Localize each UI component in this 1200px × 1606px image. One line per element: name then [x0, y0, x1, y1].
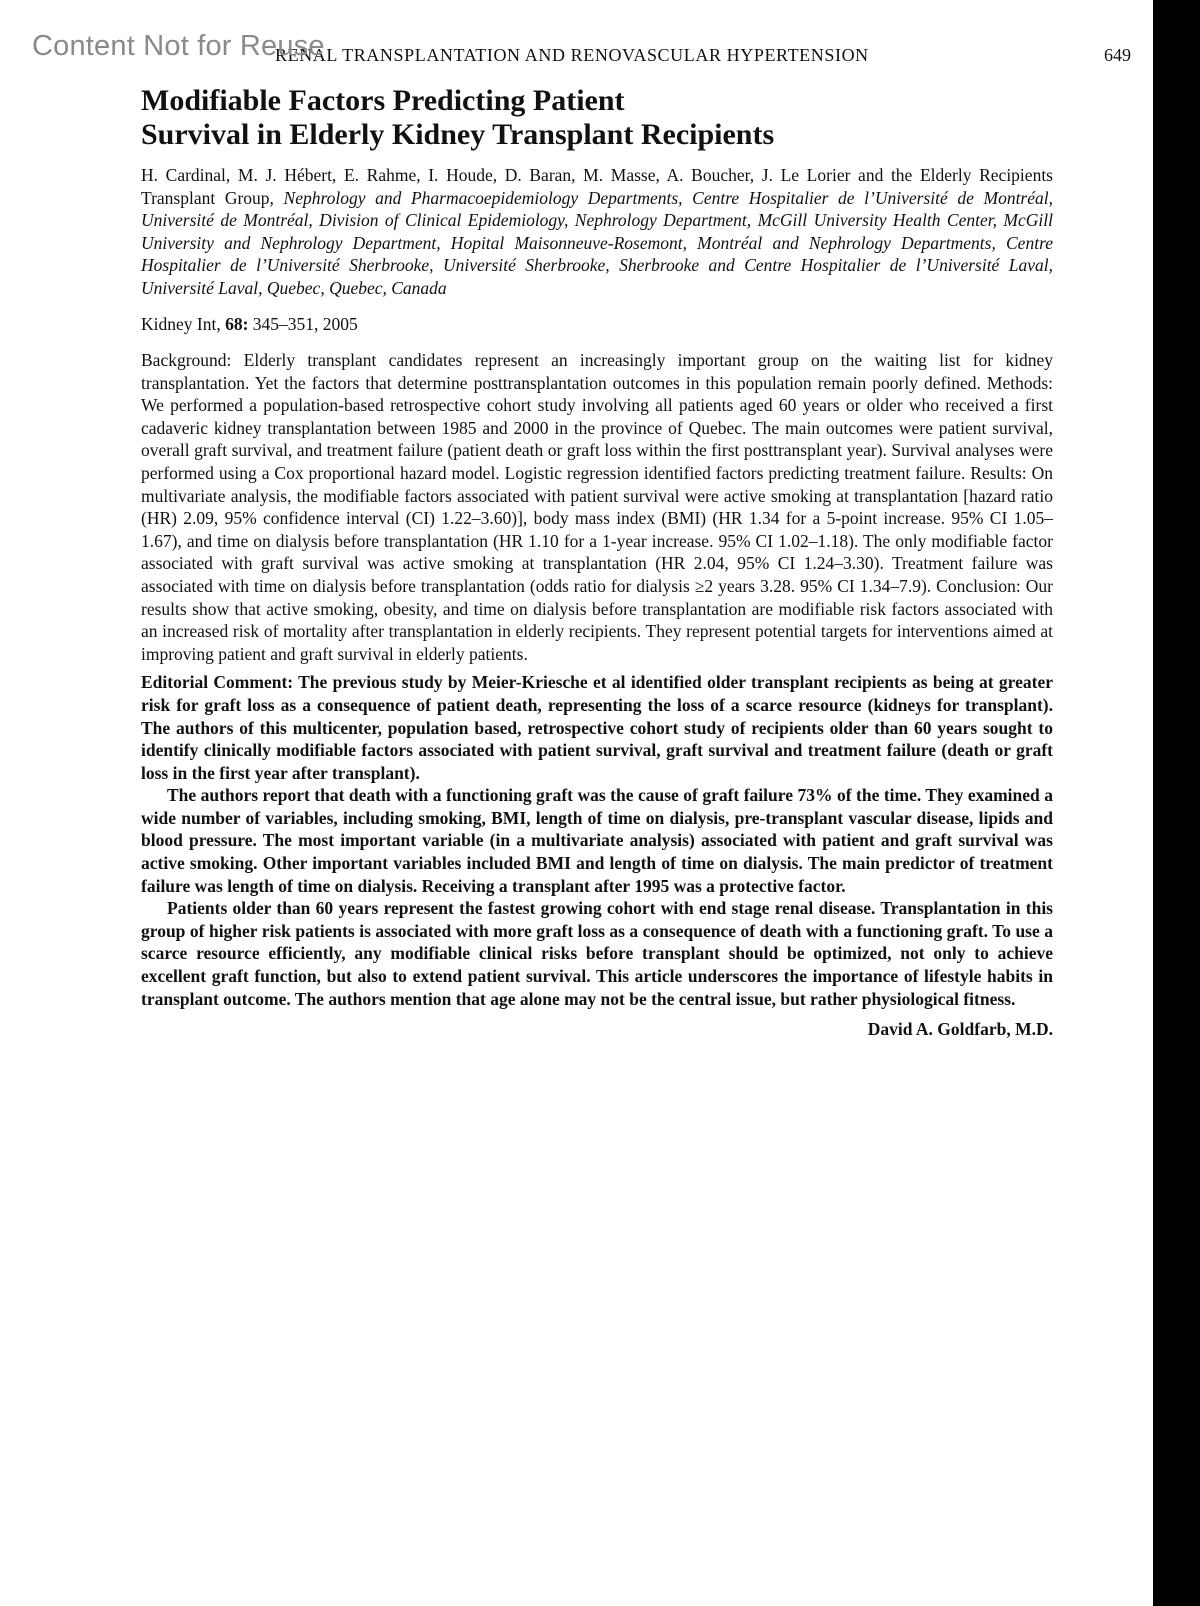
article-title-line-2: Survival in Elderly Kidney Transplant Recipients	[141, 118, 775, 151]
viewer-edge-bar	[1153, 0, 1200, 1606]
article-body	[141, 84, 1053, 1040]
editorial-paragraph-1: Editorial Comment: The previous study by Meier-Kriesche et al identified older transplant recipients as being at greater risk for graft loss as a consequence of patient death, representing the loss of a scarce resource (kidneys for transplant). The authors of this multicenter, population based, retrospective cohort study of recipients older than 60 years sought to identify clinically modifiable factors associated with patient survival, graft survival and treatment failure (death or graft loss in the first year after transplant).	[141, 672, 1053, 783]
article-title	[141, 84, 1053, 152]
editorial-paragraph-2: The authors report that death with a functioning graft was the cause of graft failure 73% of the time. They examined a wide number of variables, including smoking, BMI, length of time on dialysis, pre-transplant vascular disease, lipids and blood pressure. The most important variable (in a multivariate analysis) associated with patient and graft survival was active smoking. Other important variables included BMI and length of time on dialysis. The main predictor of treatment failure was length of time on dialysis. Receiving a transplant after 1995 was a protective factor.	[141, 785, 1053, 896]
editorial-paragraph-3: Patients older than 60 years represent the fastest growing cohort with end stage renal disease. Transplantation in this group of higher risk patients is associated with more graft loss as a consequence of death with a functioning graft. To use a scarce resource efficiently, any modifiable clinical risks before transplant should be optimized, not only to achieve excellent graft function, but also to extend patient survival. This article underscores the importance of lifestyle habits in transplant outcome. The authors mention that age alone may not be the central issue, but rather physiological fitness.	[141, 898, 1053, 1009]
page-number: 649	[1104, 45, 1131, 65]
watermark: Content Not for Reuse	[32, 30, 325, 62]
editorial-signature: David A. Goldfarb, M.D.	[867, 1019, 1053, 1040]
author-list: H. Cardinal, M. J. Hébert, E. Rahme, I. Houde, D. Baran, M. Masse, A. Boucher, J. Le Lorier and the Elderly Recipients Transplant Group,	[141, 165, 1053, 208]
citation-pages: 345–351, 2005	[252, 314, 358, 334]
citation	[141, 313, 1053, 335]
author-block	[141, 164, 1053, 299]
running-head: RENAL TRANSPLANTATION AND RENOVASCULAR HYPERTENSION	[275, 45, 869, 65]
citation-journal: Kidney Int,	[141, 314, 221, 334]
affiliations: Nephrology and Pharmacoepidemiology Departments, Centre Hospitalier de l’Université de Montréal, Université de Montréal, Division of Clinical Epidemiology, Nephrology Department, McGill University Health Center, McGill University and Nephrology Department, Hopital Maisonneuve-Rosemont, Montréal and Nephrology Departments, Centre Hospitalier de l’Université Sherbrooke, Université Sherbrooke, Sherbrooke and Centre Hospitalier de l’Université Laval, Université Laval, Quebec, Quebec, Canada	[141, 187, 1053, 298]
abstract: Background: Elderly transplant candidates represent an increasingly important group on the waiting list for kidney transplantation. Yet the factors that determine posttransplantation outcomes in this population remain poorly defined. Methods: We performed a population-based retrospective cohort study involving all patients aged 60 years or older who received a first cadaveric kidney transplantation between 1985 and 2000 in the province of Quebec. The main outcomes were patient survival, overall graft survival, and treatment failure (patient death or graft loss within the first posttransplant year). Survival analyses were performed using a Cox proportional hazard model. Logistic regression identified factors predicting treatment failure. Results: On multivariate analysis, the modifiable factors associated with patient survival were active smoking at transplantation [hazard ratio (HR) 2.09, 95% confidence interval (CI) 1.22–3.60)], body mass index (BMI) (HR 1.34 for a 5-point increase. 95% CI 1.05–1.67), and time on dialysis before transplantation (HR 1.10 for a 1-year increase. 95% CI 1.02–1.18). The only modifiable factor associated with graft survival was active smoking at transplantation (HR 2.04, 95% CI 1.24–3.30). Treatment failure was associated with time on dialysis before transplantation (odds ratio for dialysis ≥2 years 3.28. 95% CI 1.34–7.9). Conclusion: Our results show that active smoking, obesity, and time on dialysis before transplantation are modifiable risk factors associated with an increased risk of mortality after transplantation in elderly recipients. They represent potential targets for interventions aimed at improving patient and graft survival in elderly patients.	[141, 350, 1053, 664]
article-title-line-1: Modifiable Factors Predicting Patient	[141, 84, 625, 117]
citation-volume: 68:	[225, 314, 249, 334]
